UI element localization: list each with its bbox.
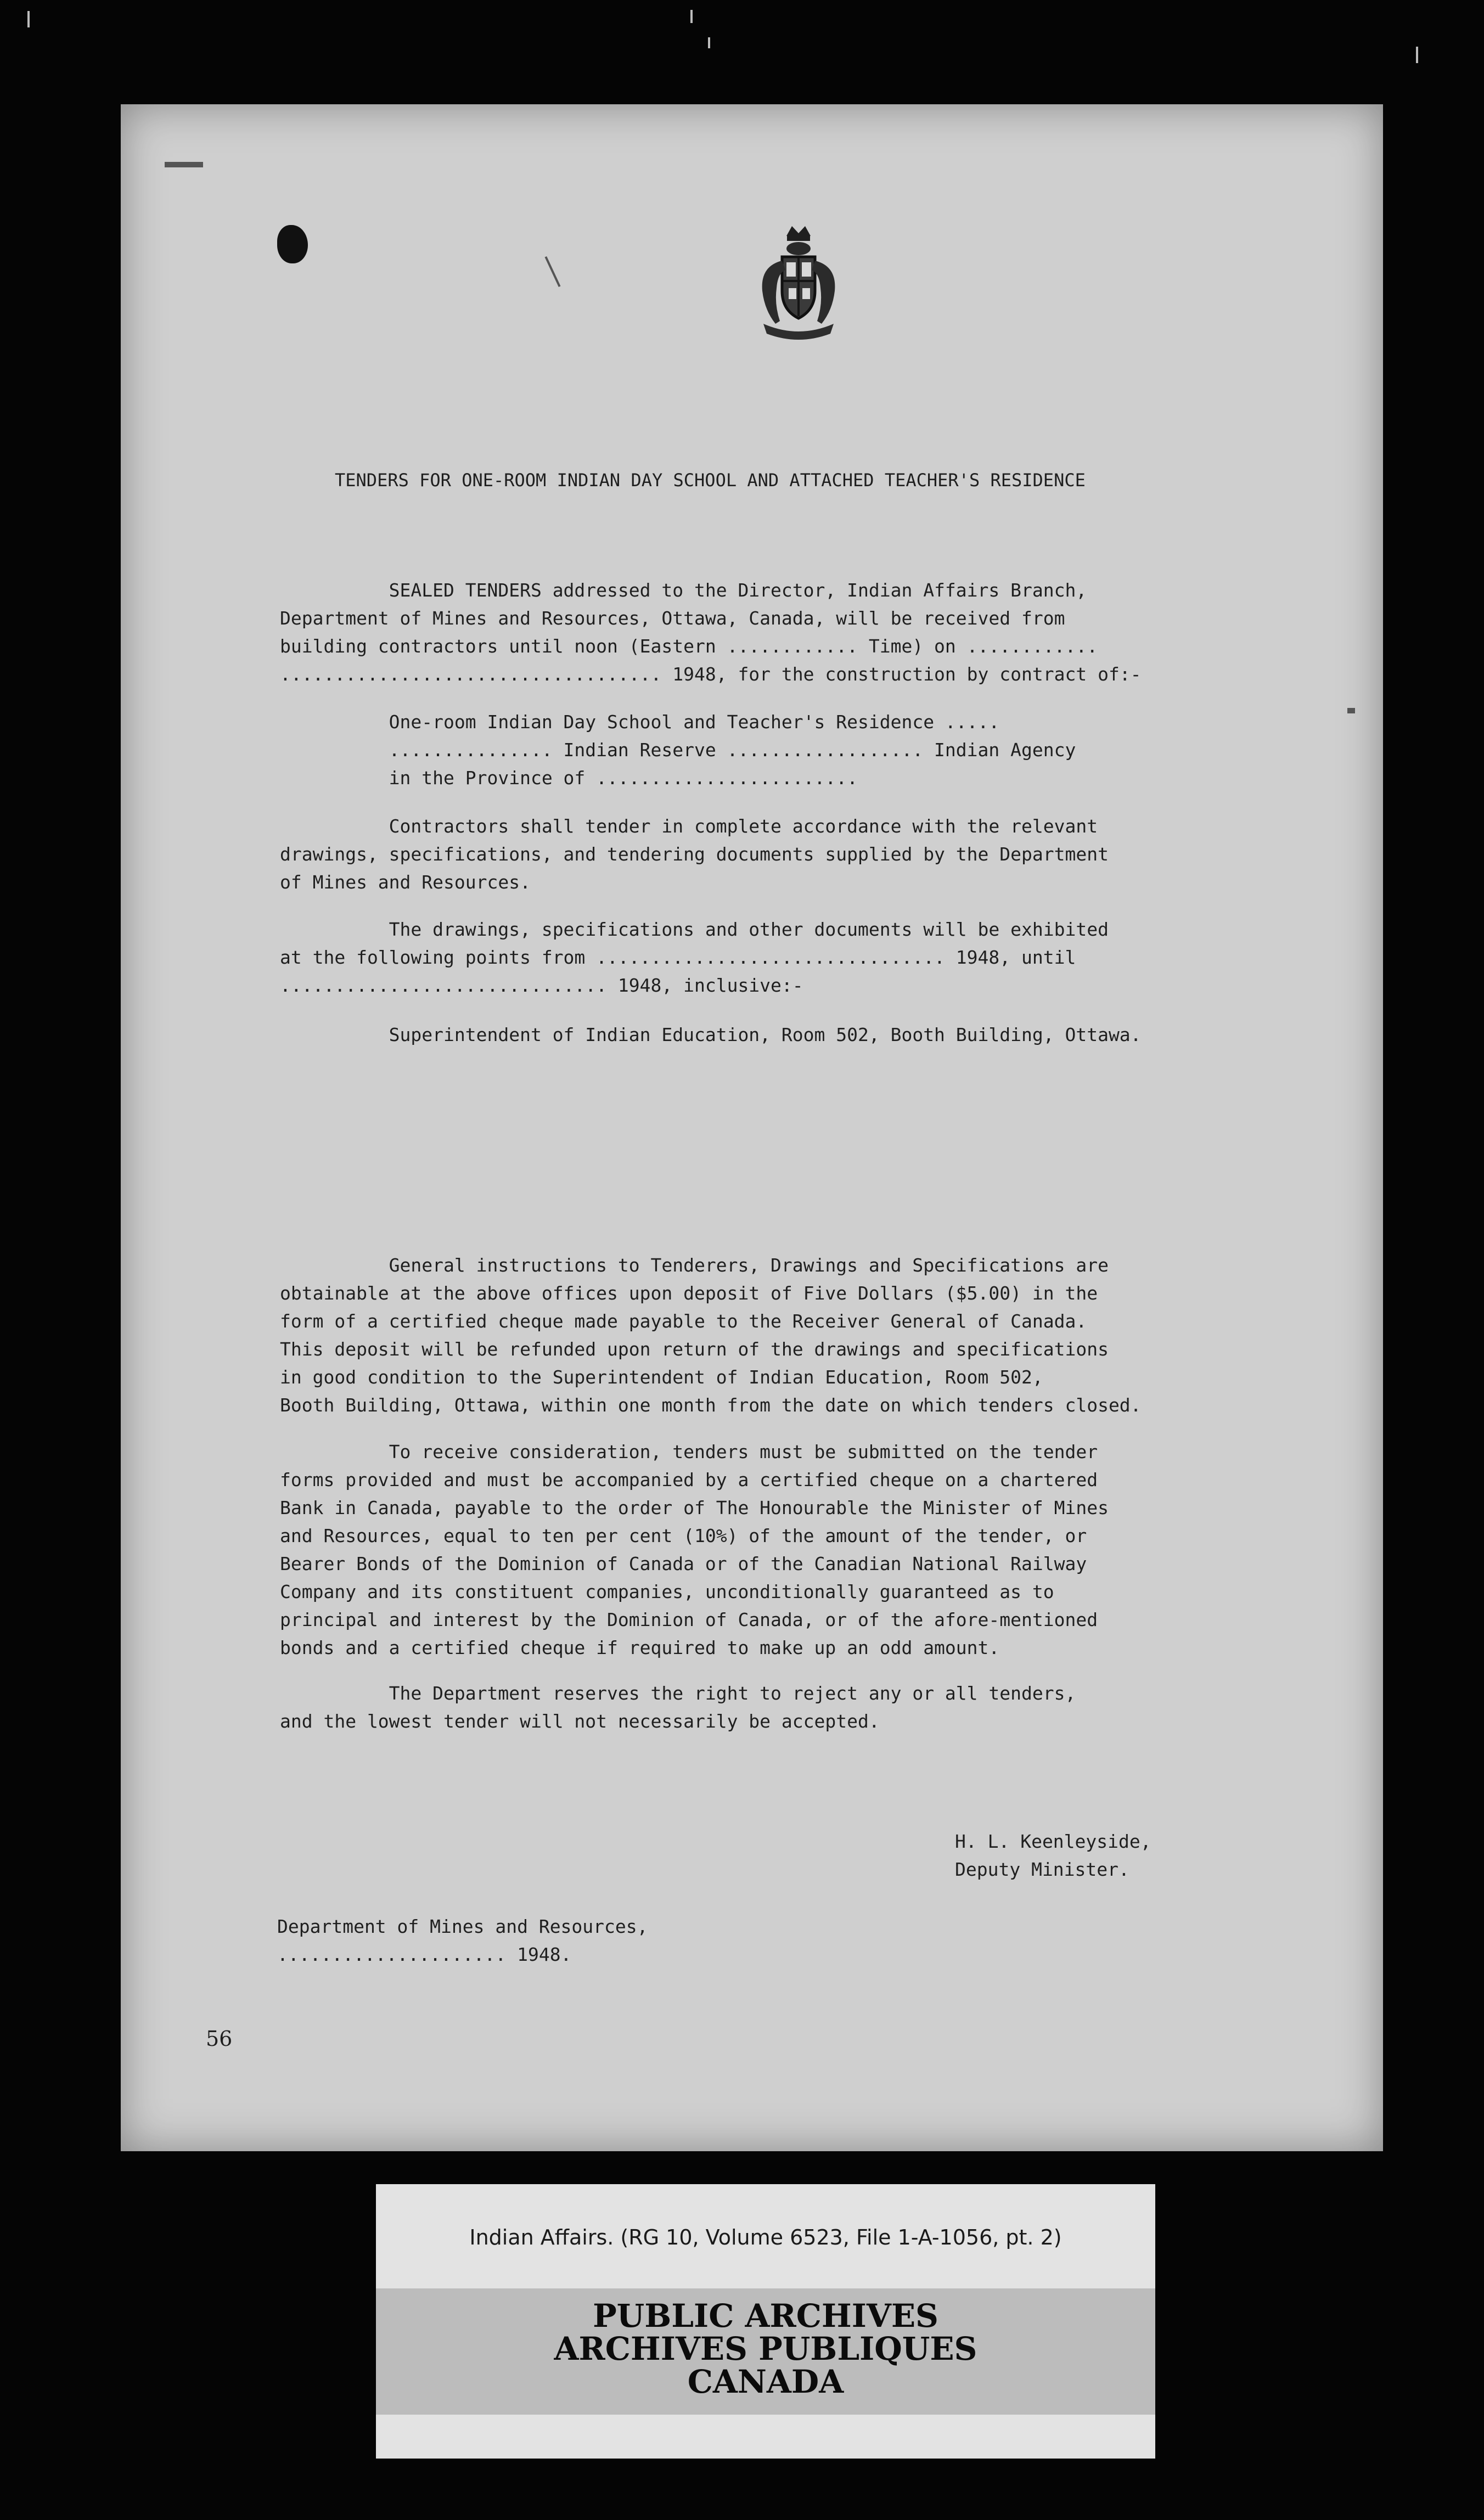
text-line: To receive consideration, tenders must be submitted on the tender (280, 1441, 1098, 1463)
text-line: in the Province of ........................ (280, 767, 858, 789)
ink-mark (1347, 708, 1355, 713)
signature-name: H. L. Keenleyside, (955, 1831, 1151, 1852)
text-line: ................................... 1948, for the construction by contract of:- (280, 663, 1142, 685)
dateline: Department of Mines and Resources, (277, 1916, 648, 1937)
signature-title: Deputy Minister. (955, 1859, 1129, 1880)
archive-citation: Indian Affairs. (RG 10, Volume 6523, File 1-A-1056, pt. 2) (469, 2225, 1062, 2249)
text-line: ............... Indian Reserve .................. Indian Agency (280, 739, 1076, 761)
text-line: form of a certified cheque made payable to the Receiver General of Canada. (280, 1310, 1087, 1332)
text-line: and Resources, equal to ten per cent (10%) of the amount of the tender, or (280, 1525, 1087, 1546)
archive-stamp (376, 2299, 1155, 2398)
text-line: of Mines and Resources. (280, 871, 531, 893)
archive-stamp-strip (376, 2288, 1155, 2415)
text-line: The Department reserves the right to reject any or all tenders, (280, 1683, 1076, 1704)
text-line: Department of Mines and Resources, Ottawa, Canada, will be received from (280, 608, 1065, 629)
archive-stamp-line: CANADA (687, 2363, 844, 2400)
film-scratch (690, 10, 693, 23)
exhibit-point: Superintendent of Indian Education, Room 502, Booth Building, Ottawa. (280, 1024, 1142, 1045)
document-title: TENDERS FOR ONE-ROOM INDIAN DAY SCHOOL AND ATTACHED TEACHER'S RESIDENCE (335, 470, 1086, 491)
text-line: forms provided and must be accompanied by a certified cheque on a chartered (280, 1469, 1098, 1490)
text-line: principal and interest by the Dominion of Canada, or of the afore-mentioned (280, 1609, 1098, 1630)
text-line: and the lowest tender will not necessarily be accepted. (280, 1711, 880, 1732)
text-line: .............................. 1948, inclusive:- (280, 975, 803, 996)
text-line: obtainable at the above offices upon deposit of Five Dollars ($5.00) in the (280, 1282, 1098, 1304)
text-line: drawings, specifications, and tendering documents supplied by the Department (280, 843, 1109, 865)
text-line: Bearer Bonds of the Dominion of Canada or of the Canadian National Railway (280, 1553, 1087, 1574)
film-scratch (1416, 47, 1418, 63)
text-line: building contractors until noon (Eastern ............ Time) on ............ (280, 635, 1098, 657)
text-line: SEALED TENDERS addressed to the Director, Indian Affairs Branch, (280, 580, 1087, 601)
royal-coat-of-arms-icon (744, 220, 853, 346)
archive-stamp-line: ARCHIVES PUBLIQUES (554, 2330, 977, 2367)
film-scratch (708, 37, 710, 48)
text-line: Booth Building, Ottawa, within one month from the date on which tenders closed. (280, 1394, 1142, 1416)
archive-label (376, 2184, 1155, 2459)
text-line: The drawings, specifications and other documents will be exhibited (280, 919, 1109, 940)
ink-blot (277, 225, 308, 263)
ink-mark (165, 162, 203, 167)
text-line: at the following points from ................................ 1948, until (280, 947, 1076, 968)
text-line: Contractors shall tender in complete accordance with the relevant (280, 815, 1098, 837)
text-line: General instructions to Tenderers, Drawings and Specifications are (280, 1255, 1109, 1276)
film-scratch (27, 11, 30, 27)
text-line: in good condition to the Superintendent of Indian Education, Room 502, (280, 1366, 1043, 1388)
text-line: Company and its constituent companies, unconditionally guaranteed as to (280, 1581, 1054, 1602)
document-page (121, 104, 1383, 2151)
ink-mark (545, 256, 561, 287)
text-line: This deposit will be refunded upon return of the drawings and specifications (280, 1338, 1109, 1360)
text-line: bonds and a certified cheque if required to make up an odd amount. (280, 1637, 1000, 1658)
text-line: Bank in Canada, payable to the order of The Honourable the Minister of Mines (280, 1497, 1109, 1518)
text-line: One-room Indian Day School and Teacher's Residence ..... (280, 711, 1000, 733)
page-number: 56 (206, 2027, 233, 2051)
dateline: ..................... 1948. (277, 1944, 572, 1965)
archive-stamp-line: PUBLIC ARCHIVES (593, 2297, 938, 2335)
